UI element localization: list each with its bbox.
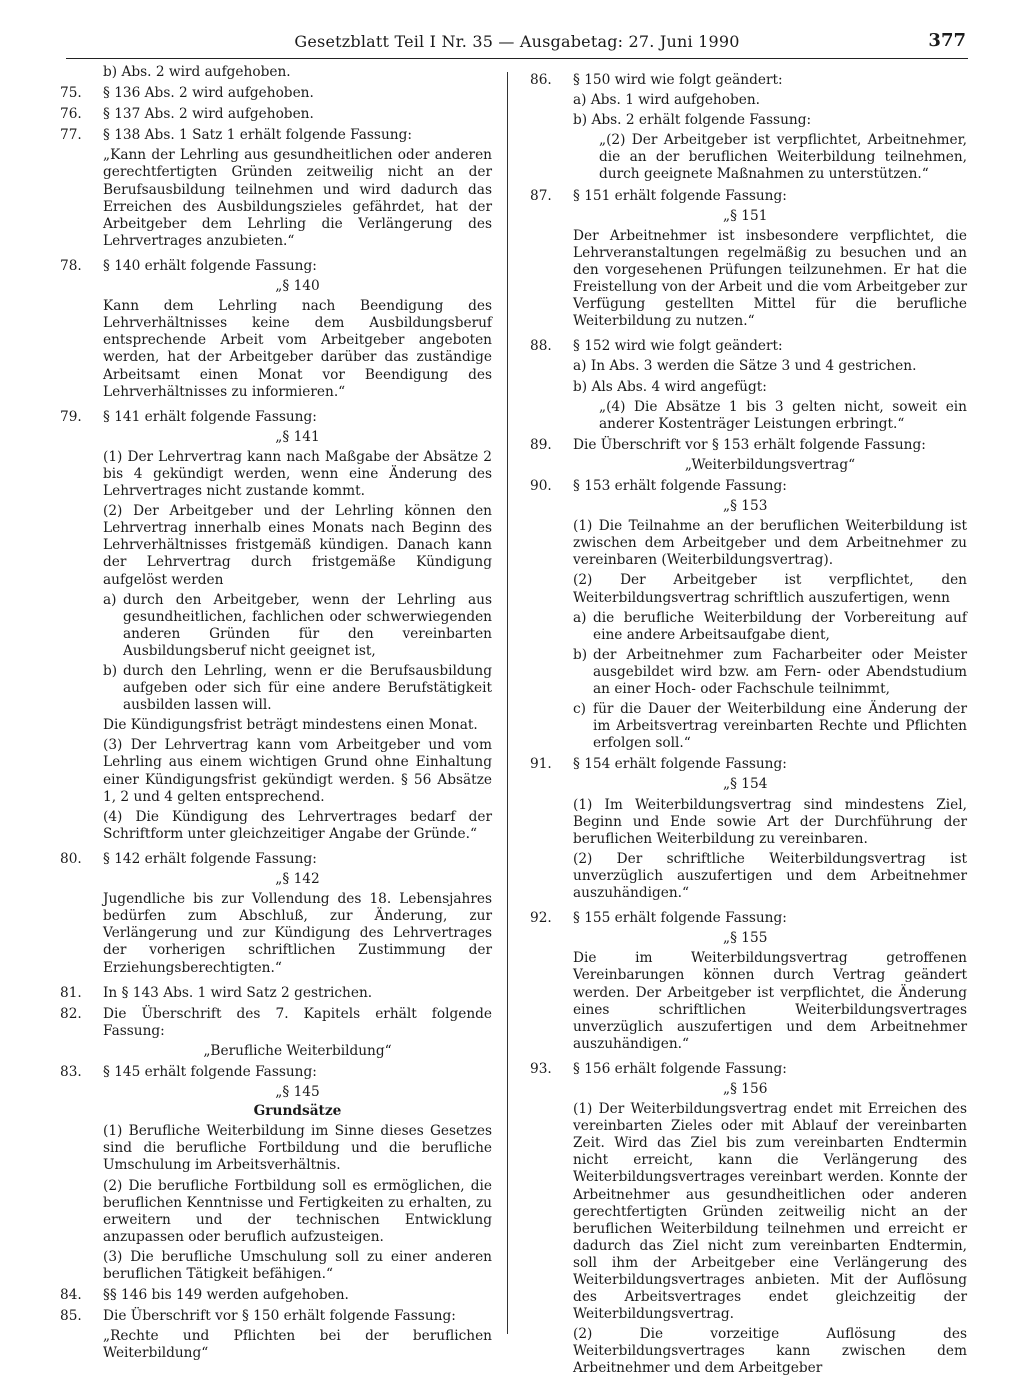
right-column [530, 64, 967, 1378]
item-text: § 142 erhält folgende Fassung: [103, 850, 317, 867]
sub-item-a: a) In Abs. 3 werden die Sätze 3 und 4 gestrichen. [573, 358, 917, 375]
sub-label: b) [573, 646, 588, 663]
item-text: § 151 erhält folgende Fassung: [573, 187, 787, 204]
item-76 [60, 106, 492, 123]
sub-text: der Arbeitnehmer zum Facharbeiter oder Meister ausgebildet wird bzw. am Fern- oder Abendstudium an einer Hoch- oder Fachschule teilnimmt, [593, 646, 967, 697]
paragraph-2: (2) Die vorzeitige Auflösung des Weiterbildungsvertrages kann zwischen dem Arbeitnehmer und dem Arbeitgeber [573, 1326, 967, 1377]
page-header [66, 28, 968, 59]
item-text: Die Überschrift des 7. Kapitels erhält folgende Fassung: [103, 1005, 492, 1039]
item-77 [60, 127, 492, 250]
item-90 [530, 478, 967, 752]
item-92 [530, 910, 967, 1053]
item-text: § 137 Abs. 2 wird aufgehoben. [103, 106, 314, 123]
item-91 [530, 756, 967, 902]
item-number: 91. [530, 756, 552, 773]
section-heading: „§ 155 [723, 930, 768, 947]
sub-item-b: b) Abs. 2 erhält folgende Fassung: [573, 112, 812, 129]
sub-item-a [573, 610, 967, 644]
item-85 [60, 1308, 492, 1362]
item-text: § 145 erhält folgende Fassung: [103, 1063, 317, 1080]
item-82 [60, 1006, 492, 1060]
sub-label: a) [103, 591, 117, 608]
sub-item-b [103, 663, 492, 714]
section-heading: „§ 142 [275, 871, 320, 888]
item-75 [60, 85, 492, 102]
item-86 [530, 72, 967, 184]
paragraph-1: (1) Der Lehrvertrag kann nach Maßgabe der Absätze 2 bis 4 gekündigt werden, wenn eine Änderung des Lehrvertrages nicht zustande kommt. [103, 448, 492, 500]
item-number: 80. [60, 850, 82, 867]
section-title: Grundsätze [253, 1103, 342, 1120]
item-80 [60, 851, 492, 977]
paragraph-3: (3) Die berufliche Umschulung soll zu einer anderen beruflichen Tätigkeit befähigen.“ [103, 1248, 492, 1282]
section-body: Der Arbeitnehmer ist insbesondere verpflichtet, die Lehrveranstaltungen regelmäßig zu besuchen und an den vorgesehenen Prüfungen teilzunehmen. Er hat die Freistellung von der Arbeit und die vom Arbeitgeber zur Verfügung gestellten Mittel für die berufliche Weiterbildung zu nutzen.“ [573, 227, 967, 330]
header-title: Gesetzblatt Teil I Nr. 35 — Ausgabetag: 27. Juni 1990 [294, 32, 740, 51]
paragraph-1: (1) Der Weiterbildungsvertrag endet mit Erreichen des vereinbarten Zieles oder mit Ablauf der vereinbarten Zeit. Wird das Ziel bis zum vereinbarten Endtermin nicht erreicht, kann die Verlängerung des Weiterbildungsvertrages vereinbart werden. Konnte der Arbeitnehmer aus gesundheitlichen oder anderen gerechtfertigten Gründen zeitweilig nicht an der beruflichen Weiterbildung teilnehmen und erreicht er dadurch das Ziel nicht zum vereinbarten Endtermin, soll ihm der Arbeitgeber eine Verlängerung des Weiterbildungsvertrages anbieten. Mit der Auflösung des Arbeitsvertrages endet gleichzeitig der Weiterbildungsvertrag. [573, 1101, 967, 1323]
sub-text: die berufliche Weiterbildung der Vorbereitung auf eine andere Arbeitsaufgabe dient, [593, 609, 967, 643]
sub-item-a [103, 592, 492, 660]
section-heading: „§ 151 [723, 207, 768, 224]
item-text: § 156 erhält folgende Fassung: [573, 1060, 787, 1077]
paragraph-2: (2) Der Arbeitgeber und der Lehrling können den Lehrvertrag innerhalb eines Monats nach Beginn des Lehrverhältnisses fristgemäß kündigen. Danach kann der Lehrvertrag durch fristgemäße Kündigung aufgelöst werden [103, 503, 492, 588]
item-number: 77. [60, 127, 82, 144]
item-text: § 154 erhält folgende Fassung: [573, 756, 787, 773]
item-number: 87. [530, 187, 552, 204]
sub-label: b) [103, 663, 118, 679]
item-text: In § 143 Abs. 1 wird Satz 2 gestrichen. [103, 984, 373, 1001]
item-text: § 155 erhält folgende Fassung: [573, 910, 787, 927]
quoted-heading: „Weiterbildungsvertrag“ [684, 456, 856, 473]
sub-text: durch den Arbeitgeber, wenn der Lehrling aus gesundheitlichen, fachlichen oder schwerwiegenden anderen Gründen für den vereinbarten Ausbildungsberuf nicht geeignet ist, [123, 591, 492, 659]
item-number: 84. [60, 1287, 82, 1304]
item-number: 90. [530, 477, 552, 494]
section-heading: „§ 141 [275, 428, 320, 445]
item-number: 78. [60, 257, 82, 274]
section-heading: „§ 153 [723, 498, 768, 515]
page-number: 377 [928, 30, 966, 51]
item-84 [60, 1287, 492, 1304]
quoted-text: „(2) Der Arbeitgeber ist verpflichtet, Arbeitnehmer, die an der beruflichen Weiterbildung teilnehmen, durch geeignete Maßnahmen zu unterstützen.“ [599, 132, 967, 183]
item-number: 85. [60, 1308, 82, 1325]
section-heading: „§ 145 [275, 1084, 320, 1101]
quoted-heading: „Rechte und Pflichten bei der beruflichen Weiterbildung“ [103, 1328, 492, 1362]
sub-item-b: b) Als Abs. 4 wird angefügt: [573, 378, 767, 395]
item-text: § 136 Abs. 2 wird aufgehoben. [103, 85, 314, 102]
item-81 [60, 985, 492, 1002]
sub-text: für die Dauer der Weiterbildung eine Änderung der im Arbeitsvertrag vereinbarten Rechte und Pflichten erfolgen soll.“ [593, 701, 967, 752]
item-text: § 138 Abs. 1 Satz 1 erhält folgende Fassung: [103, 127, 412, 144]
quoted-text: „Kann der Lehrling aus gesundheitlichen oder anderen gerechtfertigten Gründen zeitweilig nicht an der Berufsausbildung teilnehmen und wird dadurch das Erreichen des Ausbildungszieles gefährdet, hat der Arbeitgeber dem Lehrling die Verlängerung des Lehrvertrages anzubieten.“ [103, 147, 492, 249]
item-text: Die Überschrift vor § 150 erhält folgende Fassung: [103, 1308, 456, 1325]
paragraph-1: (1) Berufliche Weiterbildung im Sinne dieses Gesetzes sind die berufliche Fortbildung und die berufliche Umschulung im Arbeitsverhältnis. [103, 1123, 492, 1174]
item-number: 89. [530, 436, 552, 453]
item-text: §§ 146 bis 149 werden aufgehoben. [103, 1287, 349, 1304]
left-column [60, 64, 492, 1362]
item-number: 76. [60, 106, 82, 123]
item-79 [60, 409, 492, 843]
sub-item-c [573, 701, 967, 752]
item-number: 86. [530, 72, 552, 88]
sub-item-a: a) Abs. 1 wird aufgehoben. [573, 92, 761, 109]
paragraph-1: (1) Im Weiterbildungsvertrag sind mindestens Ziel, Beginn und Ende sowie Art der Durchführung der beruflichen Weiterbildung zu vereinbaren. [573, 796, 967, 847]
quoted-heading: „Berufliche Weiterbildung“ [203, 1042, 392, 1059]
item-text: § 140 erhält folgende Fassung: [103, 257, 317, 274]
item-text: Die Überschrift vor § 153 erhält folgende Fassung: [573, 436, 926, 453]
paragraph-2: (2) Der Arbeitgeber ist verpflichtet, den Weiterbildungsvertrag schriftlich auszufertigen, wenn [573, 572, 967, 606]
item-89 [530, 437, 967, 474]
item-number: 93. [530, 1060, 552, 1077]
section-body: Jugendliche bis zur Vollendung des 18. Lebensjahres bedürfen zum Abschluß, zur Änderung, zur Verlängerung und zur Kündigung des Lehrvertrages der vorherigen schriftlichen Zustimmung der Erziehungsberechtigten.“ [103, 891, 492, 976]
item-number: 79. [60, 408, 82, 425]
item-number: 88. [530, 338, 552, 355]
item-text: § 153 erhält folgende Fassung: [573, 477, 787, 494]
paragraph-1: (1) Die Teilnahme an der beruflichen Weiterbildung ist zwischen dem Arbeitgeber und dem Arbeitnehmer zu vereinbaren (Weiterbildungsvertrag). [573, 518, 967, 569]
item-83 [60, 1064, 492, 1283]
item-text: § 141 erhält folgende Fassung: [103, 408, 317, 425]
section-body: Kann dem Lehrling nach Beendigung des Lehrverhältnisses keine dem Ausbildungsberuf entsprechende Arbeit vom Arbeitgeber angeboten werden, hat der Arbeitgeber darüber das zuständige Arbeitsamt einen Monat vor Beendigung des Lehrverhältnisses zu informieren.“ [103, 298, 492, 400]
item-number: 83. [60, 1063, 82, 1080]
item-text: § 152 wird wie folgt geändert: [573, 338, 783, 355]
item-74-b: b) Abs. 2 wird aufgehoben. [103, 64, 291, 80]
item-number: 92. [530, 910, 552, 927]
item-88 [530, 338, 967, 432]
paragraph-2: (2) Die berufliche Fortbildung soll es ermöglichen, die beruflichen Kenntnisse und Fertigkeiten zu erhalten, zu erweitern und der technischen Entwicklung anzupassen oder beruflich aufzusteigen. [103, 1177, 492, 1245]
sub-item-b [573, 647, 967, 698]
sub-label: c) [573, 701, 587, 718]
section-heading: „§ 156 [723, 1080, 768, 1097]
item-78 [60, 258, 492, 401]
item-number: 82. [60, 1005, 82, 1022]
sub-label: a) [573, 609, 587, 626]
section-heading: „§ 154 [723, 776, 768, 793]
sub-text: durch den Lehrling, wenn er die Berufsausbildung aufgeben oder sich für eine andere Berufstätigkeit ausbilden lassen will. [123, 663, 492, 714]
item-87 [530, 188, 967, 331]
item-93 [530, 1061, 967, 1378]
paragraph-3: (3) Der Lehrvertrag kann vom Arbeitgeber und vom Lehrling aus einem wichtigen Grund ohne Einhaltung einer Kündigungsfrist gekündigt werden. § 56 Absätze 1, 2 und 4 gelten entsprechend. [103, 737, 492, 805]
item-number: 75. [60, 85, 82, 102]
section-heading: „§ 140 [275, 278, 320, 295]
column-divider [507, 72, 508, 1334]
item-text: § 150 wird wie folgt geändert: [573, 72, 783, 88]
notice-period: Die Kündigungsfrist beträgt mindestens einen Monat. [103, 717, 478, 734]
section-body: Die im Weiterbildungsvertrag getroffenen Vereinbarungen können durch Vertrag geändert werden. Der Arbeitgeber ist verpflichtet, die Änderung eines schriftlichen Weiterbildungsvertrages unverzüglich auszufertigen und dem Arbeitnehmer auszuhändigen.“ [573, 950, 967, 1052]
paragraph-2: (2) Der schriftliche Weiterbildungsvertrag ist unverzüglich auszufertigen und dem Arbeitnehmer auszuhändigen.“ [573, 850, 967, 902]
paragraph-4: (4) Die Kündigung des Lehrvertrages bedarf der Schriftform unter gleichzeitiger Angabe der Gründe.“ [103, 808, 492, 842]
item-number: 81. [60, 984, 82, 1001]
quoted-text: „(4) Die Absätze 1 bis 3 gelten nicht, soweit ein anderer Kostenträger Leistungen erbringt.“ [599, 398, 967, 432]
